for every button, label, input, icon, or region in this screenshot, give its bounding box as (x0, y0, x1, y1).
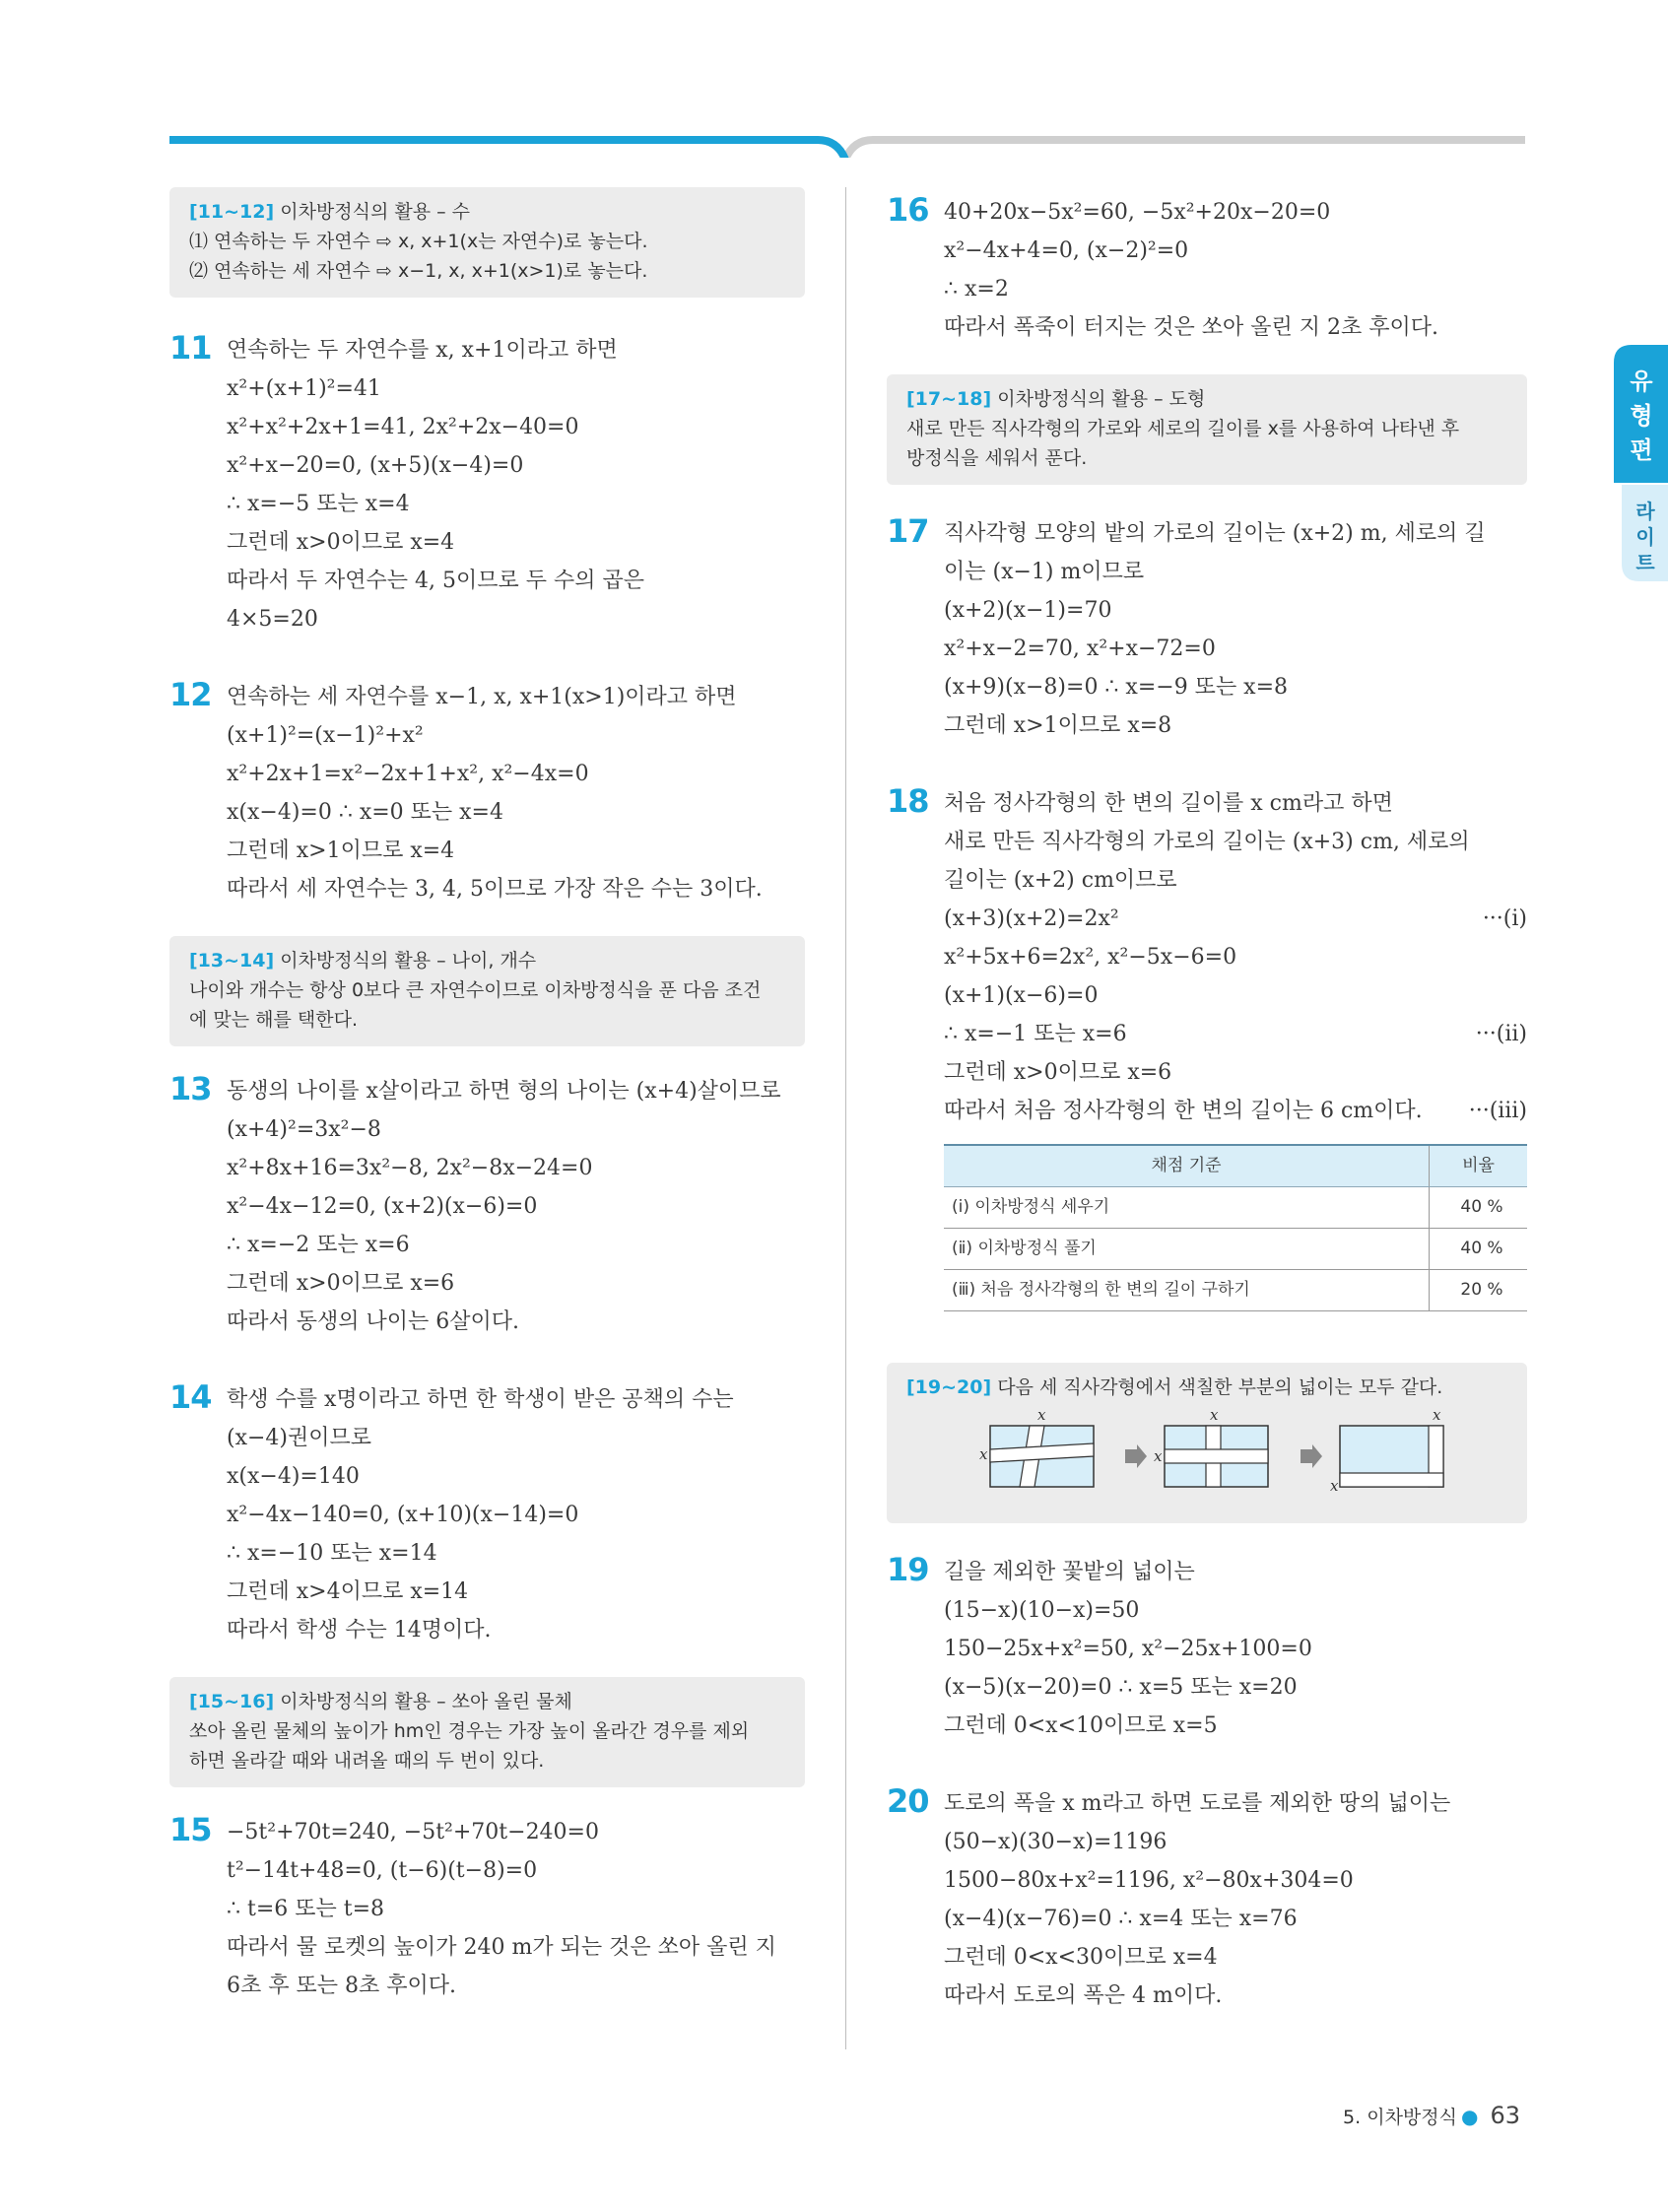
solution-line: 40+20x−5x²=60, −5x²+20x−20=0 (944, 200, 1331, 225)
problem-11 (169, 331, 805, 638)
solution-line: 연속하는 두 자연수를 x, x+1이라고 하면 (227, 338, 618, 363)
solution-line: (x−4)권이므로 (227, 1426, 372, 1450)
tip-line: 쏘아 올린 물체의 높이가 hm인 경우는 가장 높이 올라간 경우를 제외 (189, 1720, 750, 1742)
tip-line: 하면 올라갈 때와 내려올 때의 두 번이 있다. (189, 1750, 545, 1772)
tip-box-11-12 (169, 187, 805, 298)
solution-line: (x+9)(x−8)=0 ∴ x=−9 또는 x=8 (944, 675, 1289, 700)
solution-line: ∴ x=−10 또는 x=14 (227, 1541, 437, 1566)
problem-20 (887, 1784, 1527, 2015)
scoring-table (944, 1144, 1527, 1311)
solution-line: 150−25x+x²=50, x²−25x+100=0 (944, 1637, 1312, 1661)
step-mark: ···(ⅱ) (1475, 1022, 1527, 1046)
solution-line: 따라서 폭죽이 터지는 것은 쏘아 올린 지 2초 후이다. (944, 315, 1438, 340)
problem-15 (169, 1813, 805, 2005)
page-number: 63 (1490, 2102, 1520, 2129)
problem-number: 11 (169, 329, 212, 367)
solution-line: (x+1)(x−6)=0 (944, 983, 1099, 1008)
tip-tag: [13~14] (189, 950, 275, 972)
solution-line: 따라서 도로의 폭은 4 m이다. (944, 1983, 1223, 2008)
solution-line: x²+5x+6=2x², x²−5x−6=0 (944, 945, 1237, 970)
tip-box-13-14 (169, 936, 805, 1046)
solution-line: x²+x−20=0, (x+5)(x−4)=0 (227, 453, 524, 478)
problem-number: 12 (169, 676, 212, 713)
solution-line: ∴ x=−5 또는 x=4 (227, 492, 410, 516)
problem-17 (887, 514, 1527, 745)
section-side-tab (1614, 345, 1668, 581)
tip-line: ⑵ 연속하는 세 자연수 ⇨ x−1, x, x+1(x>1)로 놓는다. (189, 260, 648, 282)
side-tab-bottom-char: 이 (1635, 525, 1655, 549)
tip-tag: [15~16] (189, 1691, 275, 1712)
problem-number: 15 (169, 1811, 212, 1848)
tip-line: 새로 만든 직사각형의 가로와 세로의 길이를 x를 사용하여 나타낸 후 (906, 418, 1460, 439)
solution-line: (15−x)(10−x)=50 (944, 1598, 1140, 1623)
problem-number: 20 (887, 1782, 929, 1820)
solution-line: (x+2)(x−1)=70 (944, 598, 1112, 623)
ratio-cell: 40 % (1430, 1229, 1528, 1270)
problem-number: 14 (169, 1378, 212, 1416)
tip-line: 방정식을 세워서 푼다. (906, 447, 1088, 469)
solution-line: 그런데 0<x<10이므로 x=5 (944, 1713, 1218, 1738)
tip-box-15-16 (169, 1677, 805, 1787)
solution-line: x²−4x+4=0, (x−2)²=0 (944, 238, 1189, 263)
solution-line: (x+1)²=(x−1)²+x² (227, 723, 424, 748)
solution-line: x(x−4)=140 (227, 1464, 360, 1489)
solution-line: 그런데 x>4이므로 x=14 (227, 1579, 469, 1604)
area-diagram (906, 1402, 1498, 1501)
solution-line: x²+(x+1)²=41 (227, 376, 381, 401)
ratio-cell: 20 % (1430, 1270, 1528, 1311)
right-column (887, 187, 1527, 2015)
solution-line (944, 1015, 1527, 1053)
solution-line: 동생의 나이를 x살이라고 하면 형의 나이는 (x+4)살이므로 (227, 1079, 781, 1104)
problem-number: 16 (887, 191, 929, 229)
column-header: 채점 기준 (944, 1145, 1430, 1187)
solution-line: 그런데 x>1이므로 x=8 (944, 713, 1172, 738)
chapter-title: 5. 이차방정식 (1343, 2107, 1457, 2128)
solution-line: x²−4x−12=0, (x+2)(x−6)=0 (227, 1194, 538, 1219)
solution-line: 길을 제외한 꽃밭의 넓이는 (944, 1560, 1195, 1584)
tip-tag: [19~20] (906, 1376, 992, 1398)
solution-line (944, 900, 1527, 938)
equation: 따라서 처음 정사각형의 한 변의 길이는 6 cm이다. (944, 1099, 1423, 1123)
tip-line: 나이와 개수는 항상 0보다 큰 자연수이므로 이차방정식을 푼 다음 조건 (189, 979, 762, 1001)
table-row (944, 1187, 1527, 1229)
diagram-label: x (979, 1445, 988, 1463)
table-row (944, 1229, 1527, 1270)
solution-line: 따라서 학생 수는 14명이다. (227, 1618, 492, 1642)
side-tab-bottom-char: 트 (1635, 551, 1655, 574)
solution-line: x²+2x+1=x²−2x+1+x², x²−4x=0 (227, 762, 589, 786)
solution-line: t²−14t+48=0, (t−6)(t−8)=0 (227, 1858, 538, 1883)
solution-line: 그런데 x>0이므로 x=4 (227, 530, 455, 555)
solution-line: x²+x−2=70, x²+x−72=0 (944, 637, 1216, 661)
solution-line: (50−x)(30−x)=1196 (944, 1830, 1168, 1854)
solution-line: 1500−80x+x²=1196, x²−80x+304=0 (944, 1868, 1354, 1893)
tip-title: 이차방정식의 활용 – 도형 (997, 388, 1206, 410)
problem-13 (169, 1072, 805, 1341)
side-tab-top-char: 유 (1630, 368, 1653, 395)
solution-line: 따라서 두 자연수는 4, 5이므로 두 수의 곱은 (227, 569, 644, 593)
side-tab-top-char: 형 (1630, 402, 1653, 430)
problem-number: 18 (887, 782, 929, 820)
equation: ∴ x=−1 또는 x=6 (944, 1022, 1127, 1046)
solution-line: (x−5)(x−20)=0 ∴ x=5 또는 x=20 (944, 1675, 1298, 1700)
side-tab-bottom-char: 라 (1635, 500, 1655, 523)
tip-title: 이차방정식의 활용 – 쏘아 올린 물체 (280, 1691, 572, 1712)
tip-title: 이차방정식의 활용 – 수 (280, 201, 471, 223)
solution-line: ∴ x=2 (944, 277, 1009, 302)
solution-line: ∴ t=6 또는 t=8 (227, 1897, 385, 1921)
tip-box-19-20 (887, 1363, 1527, 1523)
diagram-label: x (1210, 1406, 1219, 1424)
solution-line: x²+8x+16=3x²−8, 2x²−8x−24=0 (227, 1156, 593, 1180)
diagram-label: x (1330, 1477, 1339, 1495)
solution-line: 처음 정사각형의 한 변의 길이를 x cm라고 하면 (944, 791, 1393, 816)
solution-line: 길이는 (x+2) cm이므로 (944, 868, 1177, 893)
solution-line: 4×5=20 (227, 607, 318, 632)
solution-line: 따라서 물 로켓의 높이가 240 m가 되는 것은 쏘아 올린 지 (227, 1935, 776, 1960)
criterion-cell: (ⅲ) 처음 정사각형의 한 변의 길이 구하기 (944, 1270, 1430, 1311)
problem-number: 13 (169, 1070, 212, 1107)
diagram-label: x (1433, 1406, 1441, 1424)
tip-tag: [17~18] (906, 388, 992, 410)
problem-12 (169, 678, 805, 908)
criterion-cell: (ⅱ) 이차방정식 풀기 (944, 1229, 1430, 1270)
solution-line: 직사각형 모양의 밭의 가로의 길이는 (x+2) m, 세로의 길 (944, 521, 1486, 546)
header-band (0, 0, 1668, 158)
tip-tag: [11~12] (189, 201, 275, 223)
table-row (944, 1270, 1527, 1311)
diagram-label: x (1154, 1447, 1163, 1465)
solution-line: −5t²+70t=240, −5t²+70t−240=0 (227, 1820, 599, 1844)
solution-line: 학생 수를 x명이라고 하면 한 학생이 받은 공책의 수는 (227, 1387, 734, 1412)
solution-line: x²+x²+2x+1=41, 2x²+2x−40=0 (227, 415, 579, 439)
solution-line: 따라서 세 자연수는 3, 4, 5이므로 가장 작은 수는 3이다. (227, 877, 763, 902)
solution-line: ∴ x=−2 또는 x=6 (227, 1233, 410, 1257)
column-divider (845, 187, 846, 2049)
side-tab-top-char: 편 (1630, 436, 1653, 464)
solution-line: 이는 (x−1) m이므로 (944, 560, 1145, 584)
solution-line: 따라서 동생의 나이는 6살이다. (227, 1309, 519, 1334)
solution-line: x(x−4)=0 ∴ x=0 또는 x=4 (227, 800, 503, 825)
solution-line (944, 1092, 1527, 1130)
criterion-cell: (ⅰ) 이차방정식 세우기 (944, 1187, 1430, 1229)
problem-19 (887, 1553, 1527, 1745)
step-mark: ···(ⅰ) (1482, 906, 1527, 931)
solution-line: 6초 후 또는 8초 후이다. (227, 1974, 456, 1998)
solution-line: (x+4)²=3x²−8 (227, 1117, 381, 1142)
tip-line: 에 맞는 해를 택한다. (189, 1009, 358, 1031)
solution-line: 도로의 폭을 x m라고 하면 도로를 제외한 땅의 넓이는 (944, 1791, 1451, 1816)
bullet-icon: ● (1461, 2105, 1479, 2128)
table-header-row (944, 1145, 1527, 1187)
equation: (x+3)(x+2)=2x² (944, 906, 1119, 931)
solution-line: 그런데 x>1이므로 x=4 (227, 838, 455, 863)
solution-line: 그런데 0<x<30이므로 x=4 (944, 1945, 1218, 1970)
problem-number: 19 (887, 1551, 929, 1588)
solution-line: 새로 만든 직사각형의 가로의 길이는 (x+3) cm, 세로의 (944, 830, 1470, 854)
solution-line: 그런데 x>0이므로 x=6 (944, 1060, 1172, 1085)
column-header: 비율 (1430, 1145, 1528, 1187)
solution-line: x²−4x−140=0, (x+10)(x−14)=0 (227, 1503, 579, 1527)
solution-line: 연속하는 세 자연수를 x−1, x, x+1(x>1)이라고 하면 (227, 685, 737, 709)
tip-box-17-18 (887, 374, 1527, 485)
solution-line: 그런데 x>0이므로 x=6 (227, 1271, 455, 1296)
problem-16 (887, 193, 1527, 347)
problem-14 (169, 1380, 805, 1649)
tip-line: ⑴ 연속하는 두 자연수 ⇨ x, x+1(x는 자연수)로 놓는다. (189, 231, 648, 252)
tip-title: 다음 세 직사각형에서 색칠한 부분의 넓이는 모두 같다. (997, 1376, 1443, 1398)
problem-number: 17 (887, 512, 929, 550)
ratio-cell: 40 % (1430, 1187, 1528, 1229)
solution-line: (x−4)(x−76)=0 ∴ x=4 또는 x=76 (944, 1907, 1298, 1931)
page-footer (1343, 2102, 1520, 2129)
step-mark: ···(ⅲ) (1468, 1099, 1527, 1123)
diagram-label: x (1037, 1406, 1046, 1424)
left-column (169, 187, 805, 2005)
tip-title: 이차방정식의 활용 – 나이, 개수 (280, 950, 537, 972)
problem-18 (887, 784, 1527, 1311)
